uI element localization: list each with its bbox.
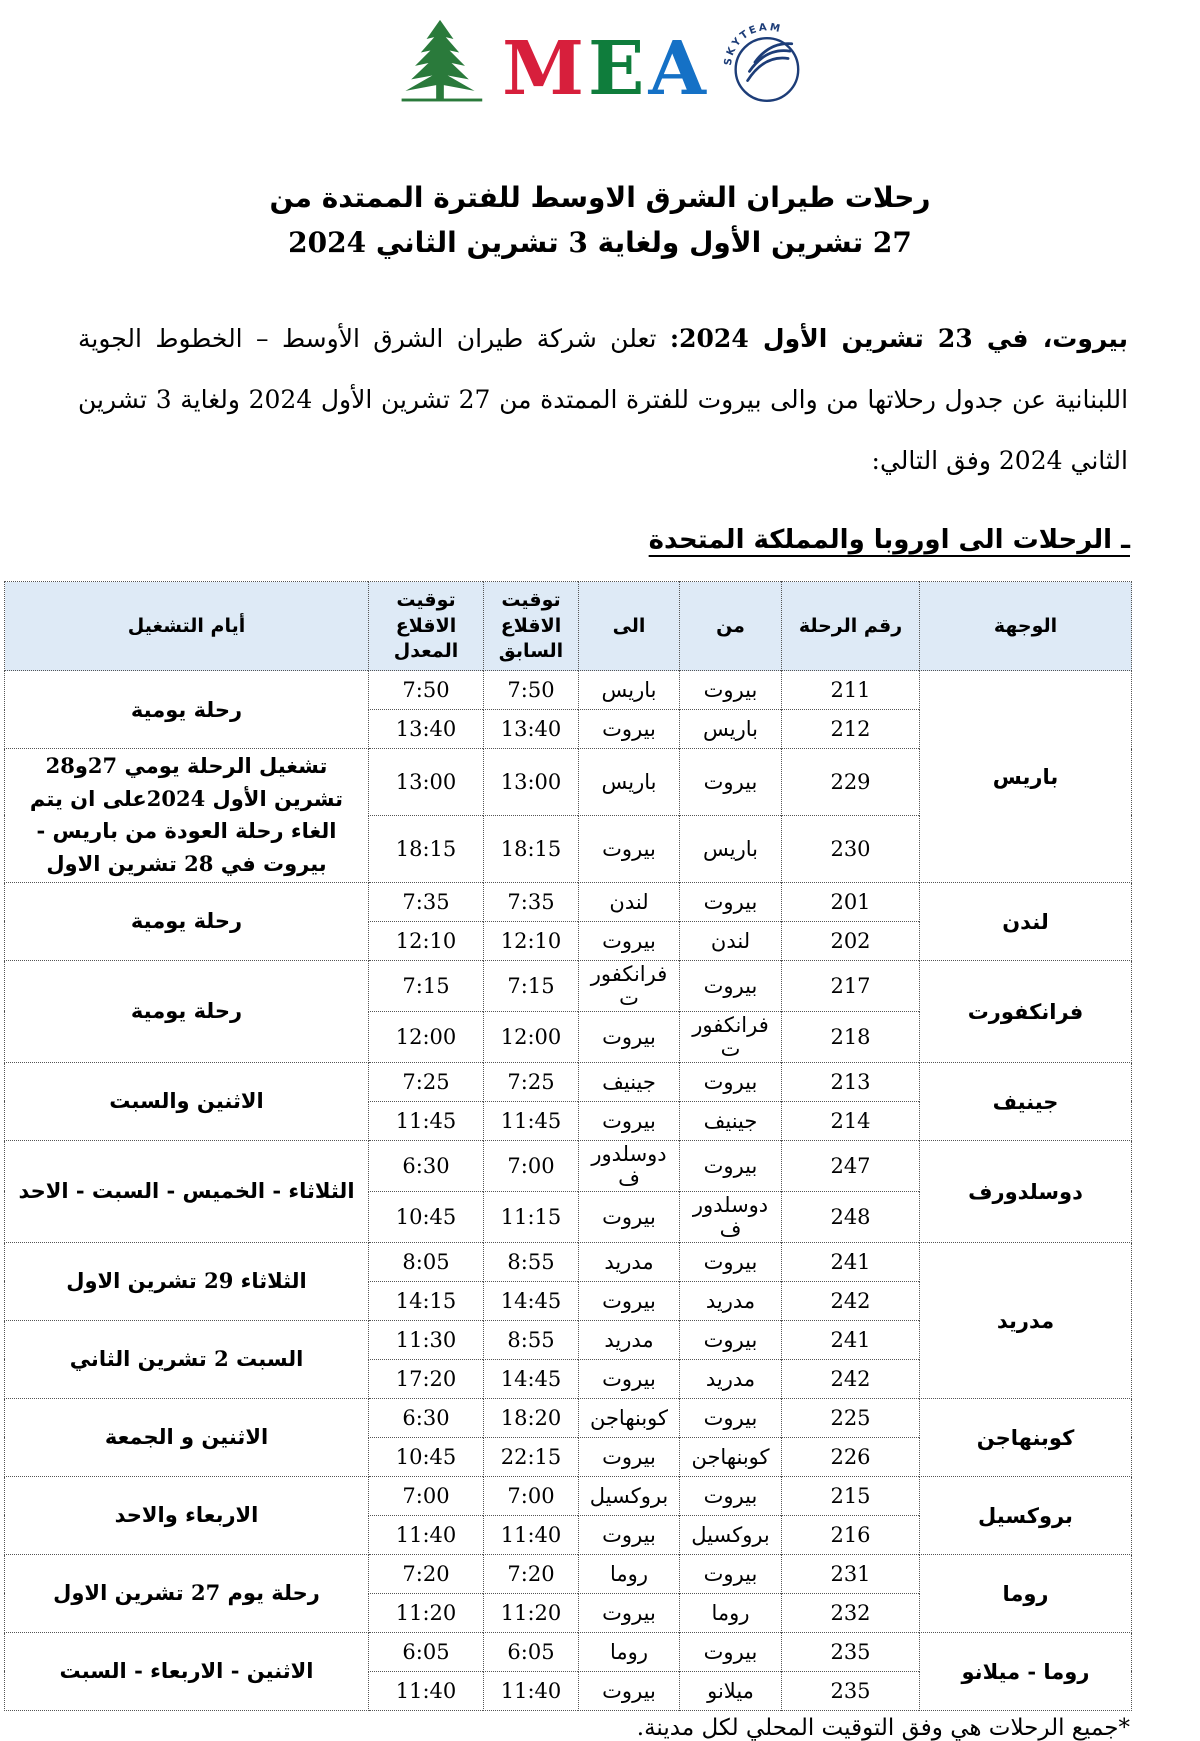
flight-number-cell: 202: [782, 921, 920, 960]
column-header-0: الوجهة: [920, 582, 1132, 671]
modified-departure-cell: 17:20: [369, 1359, 484, 1398]
previous-departure-cell: 7:50: [484, 671, 579, 710]
to-cell: بيروت: [579, 710, 680, 749]
flights-table: [4, 581, 1132, 1710]
modified-departure-cell: 11:45: [369, 1101, 484, 1140]
modified-departure-cell: 12:10: [369, 921, 484, 960]
destination-cell: روما - ميلانو: [920, 1632, 1132, 1710]
previous-departure-cell: 11:40: [484, 1515, 579, 1554]
previous-departure-cell: 6:05: [484, 1632, 579, 1671]
to-cell: باريس: [579, 749, 680, 816]
flight-number-cell: 247: [782, 1140, 920, 1191]
previous-departure-cell: 22:15: [484, 1437, 579, 1476]
previous-departure-cell: 7:20: [484, 1554, 579, 1593]
to-cell: روما: [579, 1554, 680, 1593]
modified-departure-cell: 13:40: [369, 710, 484, 749]
from-cell: بيروت: [680, 1320, 782, 1359]
destination-cell: جينيف: [920, 1062, 1132, 1140]
destination-cell: مدريد: [920, 1242, 1132, 1398]
from-cell: روما: [680, 1593, 782, 1632]
intro-paragraph: [78, 308, 1128, 492]
flight-number-cell: 216: [782, 1515, 920, 1554]
modified-departure-cell: 6:30: [369, 1140, 484, 1191]
from-cell: باريس: [680, 710, 782, 749]
operating-days-cell: الاثنين - الاربعاء - السبت: [5, 1632, 369, 1710]
destination-cell: كوبنهاجن: [920, 1398, 1132, 1476]
destination-cell: فرانكفورت: [920, 960, 1132, 1062]
previous-departure-cell: 7:00: [484, 1476, 579, 1515]
previous-departure-cell: 12:00: [484, 1011, 579, 1062]
modified-departure-cell: 7:00: [369, 1476, 484, 1515]
modified-departure-cell: 11:30: [369, 1320, 484, 1359]
flight-number-cell: 241: [782, 1320, 920, 1359]
flight-row: [5, 960, 1132, 1011]
flight-number-cell: 215: [782, 1476, 920, 1515]
previous-departure-cell: 11:45: [484, 1101, 579, 1140]
operating-days-cell: الاثنين و الجمعة: [5, 1398, 369, 1476]
modified-departure-cell: 11:20: [369, 1593, 484, 1632]
flight-number-cell: 201: [782, 882, 920, 921]
previous-departure-cell: 11:40: [484, 1671, 579, 1710]
destination-cell: باريس: [920, 671, 1132, 882]
to-cell: بيروت: [579, 1011, 680, 1062]
previous-departure-cell: 7:25: [484, 1062, 579, 1101]
from-cell: فرانكفورت: [680, 1011, 782, 1062]
modified-departure-cell: 11:40: [369, 1671, 484, 1710]
previous-departure-cell: 11:15: [484, 1191, 579, 1242]
modified-departure-cell: 12:00: [369, 1011, 484, 1062]
to-cell: بيروت: [579, 1281, 680, 1320]
intro-body: تعلن شركة طيران الشرق الأوسط – الخطوط الجوية اللبنانية عن جدول رحلاتها من والى بيروت للفترة الممتدة من 27 تشرين الأول 2024 ولغاية 3 تشرين الثاني 2024 وفق التالي:: [78, 323, 1129, 476]
modified-departure-cell: 11:40: [369, 1515, 484, 1554]
from-cell: بيروت: [680, 1062, 782, 1101]
flight-row: [5, 1476, 1132, 1515]
to-cell: بيروت: [579, 1671, 680, 1710]
flight-row: [5, 1632, 1132, 1671]
to-cell: بروكسيل: [579, 1476, 680, 1515]
document-title: [40, 176, 1160, 266]
destination-cell: بروكسيل: [920, 1476, 1132, 1554]
operating-days-cell: الاربعاء والاحد: [5, 1476, 369, 1554]
previous-departure-cell: 11:20: [484, 1593, 579, 1632]
cedar-tree-icon: [388, 16, 492, 112]
title-line-2: 27 تشرين الأول ولغاية 3 تشرين الثاني 2024: [288, 225, 912, 259]
flight-number-cell: 242: [782, 1359, 920, 1398]
flight-number-cell: 231: [782, 1554, 920, 1593]
mea-letter-a: A: [648, 26, 710, 112]
mea-logo: [0, 10, 1200, 112]
previous-departure-cell: 18:15: [484, 815, 579, 882]
to-cell: روما: [579, 1632, 680, 1671]
from-cell: بروكسيل: [680, 1515, 782, 1554]
flight-row: [5, 671, 1132, 710]
from-cell: لندن: [680, 921, 782, 960]
from-cell: بيروت: [680, 1632, 782, 1671]
previous-departure-cell: 8:55: [484, 1320, 579, 1359]
previous-departure-cell: 12:10: [484, 921, 579, 960]
to-cell: مدريد: [579, 1320, 680, 1359]
from-cell: ميلانو: [680, 1671, 782, 1710]
from-cell: كوبنهاجن: [680, 1437, 782, 1476]
modified-departure-cell: 14:15: [369, 1281, 484, 1320]
operating-days-cell: رحلة يوم 27 تشرين الاول: [5, 1554, 369, 1632]
from-cell: بيروت: [680, 1398, 782, 1437]
flight-number-cell: 242: [782, 1281, 920, 1320]
flight-number-cell: 235: [782, 1671, 920, 1710]
to-cell: بيروت: [579, 815, 680, 882]
skyteam-label: SKYTEAM: [722, 22, 784, 67]
mea-letter-e: E: [588, 26, 649, 112]
column-header-6: أيام التشغيل: [5, 582, 369, 671]
modified-departure-cell: 13:00: [369, 749, 484, 816]
modified-departure-cell: 6:30: [369, 1398, 484, 1437]
modified-departure-cell: 7:20: [369, 1554, 484, 1593]
modified-departure-cell: 6:05: [369, 1632, 484, 1671]
flight-number-cell: 230: [782, 815, 920, 882]
flight-number-cell: 248: [782, 1191, 920, 1242]
operating-days-cell: الاثنين والسبت: [5, 1062, 369, 1140]
from-cell: بيروت: [680, 749, 782, 816]
table-header-row: [5, 582, 1132, 671]
to-cell: بيروت: [579, 1593, 680, 1632]
to-cell: دوسلدورف: [579, 1140, 680, 1191]
flight-row: [5, 1062, 1132, 1101]
to-cell: بيروت: [579, 1515, 680, 1554]
flight-number-cell: 211: [782, 671, 920, 710]
from-cell: مدريد: [680, 1281, 782, 1320]
modified-departure-cell: 10:45: [369, 1191, 484, 1242]
column-header-5: توقيت الاقلاع المعدل: [369, 582, 484, 671]
flight-row: [5, 1242, 1132, 1281]
modified-departure-cell: 8:05: [369, 1242, 484, 1281]
skyteam-logo-icon: [720, 18, 812, 110]
mea-wordmark: [502, 26, 710, 112]
column-header-1: رقم الرحلة: [782, 582, 920, 671]
modified-departure-cell: 18:15: [369, 815, 484, 882]
from-cell: بيروت: [680, 1140, 782, 1191]
local-time-footnote: *جميع الرحلات هي وفق التوقيت المحلي لكل مدينة.: [636, 1714, 1130, 1741]
operating-days-cell: رحلة يومية: [5, 960, 369, 1062]
flight-number-cell: 213: [782, 1062, 920, 1101]
destination-cell: روما: [920, 1554, 1132, 1632]
destination-cell: دوسلدورف: [920, 1140, 1132, 1242]
flight-number-cell: 225: [782, 1398, 920, 1437]
operating-days-cell: الثلاثاء 29 تشرين الاول: [5, 1242, 369, 1320]
from-cell: بيروت: [680, 960, 782, 1011]
operating-days-cell: رحلة يومية: [5, 882, 369, 960]
to-cell: فرانكفورت: [579, 960, 680, 1011]
previous-departure-cell: 13:40: [484, 710, 579, 749]
column-header-2: من: [680, 582, 782, 671]
operating-days-cell: الثلاثاء - الخميس - السبت - الاحد: [5, 1140, 369, 1242]
previous-departure-cell: 14:45: [484, 1281, 579, 1320]
to-cell: بيروت: [579, 1359, 680, 1398]
flight-number-cell: 226: [782, 1437, 920, 1476]
operating-days-cell: السبت 2 تشرين الثاني: [5, 1320, 369, 1398]
modified-departure-cell: 7:15: [369, 960, 484, 1011]
title-line-1: رحلات طيران الشرق الاوسط للفترة الممتدة من: [269, 181, 931, 214]
from-cell: بيروت: [680, 671, 782, 710]
to-cell: جينيف: [579, 1062, 680, 1101]
flight-number-cell: 217: [782, 960, 920, 1011]
flight-number-cell: 235: [782, 1632, 920, 1671]
column-header-3: الى: [579, 582, 680, 671]
previous-departure-cell: 8:55: [484, 1242, 579, 1281]
previous-departure-cell: 18:20: [484, 1398, 579, 1437]
from-cell: بيروت: [680, 882, 782, 921]
to-cell: بيروت: [579, 1101, 680, 1140]
to-cell: باريس: [579, 671, 680, 710]
previous-departure-cell: 7:15: [484, 960, 579, 1011]
modified-departure-cell: 10:45: [369, 1437, 484, 1476]
flight-number-cell: 212: [782, 710, 920, 749]
flight-number-cell: 232: [782, 1593, 920, 1632]
to-cell: بيروت: [579, 1191, 680, 1242]
operating-days-cell: تشغيل الرحلة يومي 27و28 تشرين الأول 2024على ان يتم الغاء رحلة العودة من باريس - بيروت في 28 تشرين الاول: [5, 749, 369, 882]
to-cell: بيروت: [579, 921, 680, 960]
flight-number-cell: 214: [782, 1101, 920, 1140]
flight-number-cell: 241: [782, 1242, 920, 1281]
from-cell: بيروت: [680, 1476, 782, 1515]
flight-row: [5, 882, 1132, 921]
to-cell: لندن: [579, 882, 680, 921]
flight-number-cell: 218: [782, 1011, 920, 1062]
destination-cell: لندن: [920, 882, 1132, 960]
from-cell: مدريد: [680, 1359, 782, 1398]
previous-departure-cell: 7:00: [484, 1140, 579, 1191]
flight-row: [5, 1140, 1132, 1191]
from-cell: دوسلدورف: [680, 1191, 782, 1242]
from-cell: بيروت: [680, 1554, 782, 1593]
mea-letter-m: M: [502, 26, 589, 112]
flight-number-cell: 229: [782, 749, 920, 816]
flight-row: [5, 1398, 1132, 1437]
modified-departure-cell: 7:50: [369, 671, 484, 710]
to-cell: بيروت: [579, 1437, 680, 1476]
from-cell: بيروت: [680, 1242, 782, 1281]
previous-departure-cell: 13:00: [484, 749, 579, 816]
previous-departure-cell: 7:35: [484, 882, 579, 921]
intro-dateline: بيروت، في 23 تشرين الأول 2024:: [669, 323, 1128, 353]
flight-row: [5, 1554, 1132, 1593]
to-cell: مدريد: [579, 1242, 680, 1281]
to-cell: كوبنهاجن: [579, 1398, 680, 1437]
from-cell: باريس: [680, 815, 782, 882]
column-header-4: توقيت الاقلاع السابق: [484, 582, 579, 671]
modified-departure-cell: 7:35: [369, 882, 484, 921]
section-heading-europe-uk: ـ الرحلات الى اوروبا والمملكة المتحدة: [648, 525, 1130, 556]
operating-days-cell: رحلة يومية: [5, 671, 369, 749]
previous-departure-cell: 14:45: [484, 1359, 579, 1398]
from-cell: جينيف: [680, 1101, 782, 1140]
modified-departure-cell: 7:25: [369, 1062, 484, 1101]
